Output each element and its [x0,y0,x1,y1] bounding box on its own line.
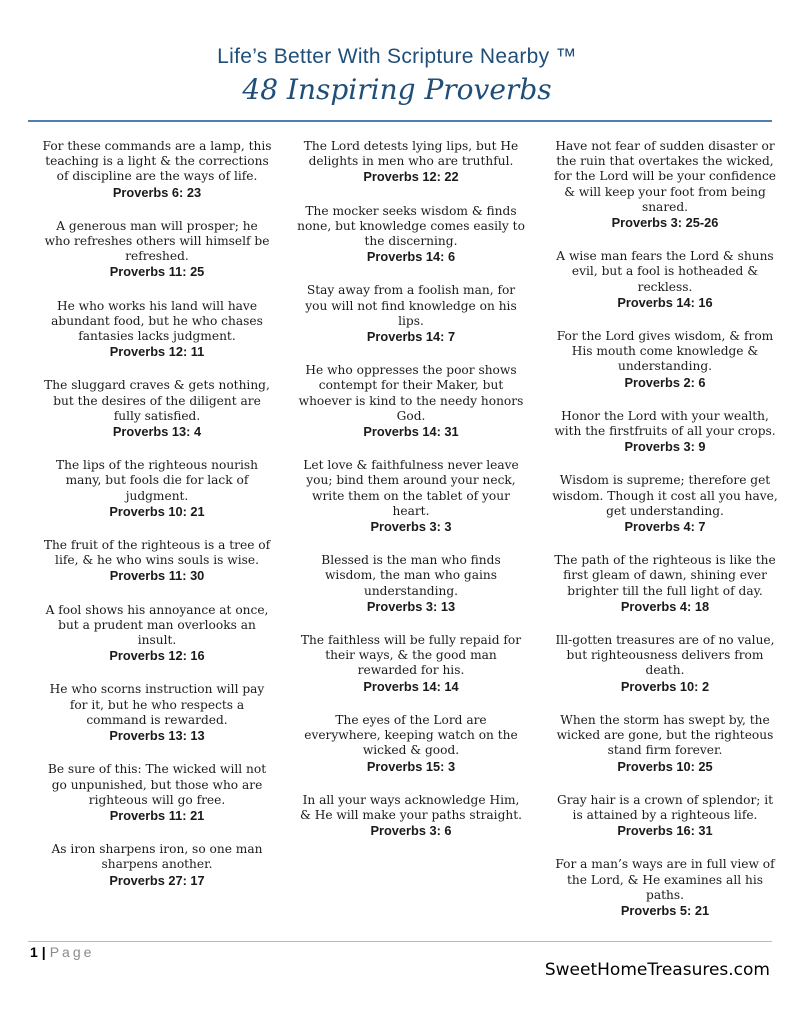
proverb-reference: Proverbs 6: 23 [112,184,202,200]
proverb-reference: Proverbs 3: 13 [366,598,456,614]
proverb-entry [42,299,272,360]
proverb-reference: Proverbs 13: 4 [112,424,202,440]
proverb-reference: Proverbs 27: 17 [109,872,205,888]
proverb-text: Let love & faithfulness never leave you; bind them around your neck, write them on the tablet of your heart. [303,458,519,518]
page-header [0,44,794,108]
proverb-text: The eyes of the Lord are everywhere, keeping watch on the wicked & good. [304,712,518,758]
proverb-text: The faithless will be fully repaid for their ways, & the good man rewarded for his. [300,633,522,678]
proverb-text: The lips of the righteous nourish many, but fools die for lack of judgment. [55,458,258,503]
proverb-entry [42,458,272,519]
proverb-entry [296,553,526,614]
proverb-reference: Proverbs 14: 14 [363,678,459,694]
proverb-reference: Proverbs 3: 3 [370,519,452,535]
proverb-entry [42,762,272,823]
proverb-reference: Proverbs 11: 30 [109,568,205,584]
proverb-text: A fool shows his annoyance at once, but a prudent man overlooks an insult. [45,602,269,648]
proverb-entry [296,139,526,185]
page-label: Page [49,944,95,960]
proverb-text: Gray hair is a crown of splendor; it is attained by a righteous life. [556,792,774,822]
header-divider [28,120,772,122]
proverb-text: The mocker seeks wisdom & finds none, but knowledge comes easily to the discerning. [297,203,525,249]
proverb-reference: Proverbs 14: 6 [366,249,456,265]
proverb-entry [550,139,780,230]
proverb-entry [296,283,526,344]
proverb-entry [550,249,780,310]
proverb-text: The sluggard craves & gets nothing, but the desires of the diligent are fully satisfied. [44,378,270,423]
page-number [30,944,94,960]
proverb-text: For these commands are a lamp, this teaching is a light & the corrections of discipline are the ways of life. [42,139,272,184]
tagline: Life’s Better With Scripture Nearby ™ [217,45,577,68]
proverb-entry [550,857,780,918]
proverb-entry [296,363,526,439]
proverb-entry [550,553,780,614]
proverb-entry [550,793,780,839]
proverb-reference: Proverbs 14: 31 [363,424,459,440]
proverb-reference: Proverbs 3: 25-26 [611,215,719,231]
proverb-reference: Proverbs 12: 11 [109,344,205,360]
proverb-text: Blessed is the man who finds wisdom, the man who gains understanding. [321,553,501,598]
proverbs-column-1 [42,139,272,907]
proverb-entry [296,458,526,534]
proverb-entry [42,682,272,743]
proverb-entry [42,139,272,200]
proverb-text: Have not fear of sudden disaster or the ruin that overtakes the wicked, for the Lord will be your confidence & will keep your foot from being snared. [553,139,777,214]
proverb-text: The path of the righteous is like the first gleam of dawn, shining ever brighter till the full light of day. [554,553,776,598]
proverb-text: For the Lord gives wisdom, & from His mouth come knowledge & understanding. [556,329,774,374]
proverb-reference: Proverbs 10: 2 [620,678,710,694]
proverb-entry [550,409,780,455]
proverb-reference: Proverbs 16: 31 [617,823,713,839]
proverb-text: The fruit of the righteous is a tree of life, & he who wins souls is wise. [43,538,271,568]
proverb-text: Wisdom is supreme; therefore get wisdom. Though it cost all you have, get understanding. [552,473,778,518]
proverb-reference: Proverbs 15: 3 [366,758,456,774]
proverb-reference: Proverbs 11: 25 [109,264,205,280]
proverb-entry [42,842,272,888]
proverb-entry [550,473,780,534]
proverb-entry [296,633,526,694]
proverb-text: As iron sharpens iron, so one man sharpens another. [51,842,263,872]
proverb-entry [550,713,780,774]
page-number-separator: | [41,944,46,960]
site-url: SweetHomeTreasures.com [544,960,770,980]
proverb-entry [42,378,272,439]
proverb-text: Honor the Lord with your wealth, with the firstfruits of all your crops. [554,408,776,439]
proverb-reference: Proverbs 14: 16 [617,294,713,310]
proverb-reference: Proverbs 10: 25 [617,758,713,774]
proverb-reference: Proverbs 2: 6 [624,374,706,390]
footer-divider [28,941,772,942]
proverb-reference: Proverbs 4: 7 [624,519,706,535]
proverbs-column-3 [550,139,780,937]
proverb-entry [296,793,526,839]
proverb-entry [296,713,526,774]
proverb-text: When the storm has swept by, the wicked are gone, but the righteous stand firm forever. [556,712,774,758]
proverb-text: In all your ways acknowledge Him, & He will make your paths straight. [299,792,522,822]
proverb-reference: Proverbs 10: 21 [109,503,205,519]
proverb-reference: Proverbs 3: 6 [370,823,452,839]
proverb-reference: Proverbs 13: 13 [109,728,205,744]
proverb-reference: Proverbs 4: 18 [620,598,710,614]
proverb-reference: Proverbs 5: 21 [620,902,710,918]
proverb-text: For a man’s ways are in full view of the Lord, & He examines all his paths. [555,857,775,902]
proverb-reference: Proverbs 3: 9 [624,439,706,455]
proverb-reference: Proverbs 14: 7 [366,329,456,345]
page-number-value: 1 [30,944,38,960]
proverb-text: A wise man fears the Lord & shuns evil, but a fool is hotheaded & reckless. [556,249,774,294]
proverb-entry [550,329,780,390]
proverb-text: He who scorns instruction will pay for it, but he who respects a command is rewarded. [49,682,265,727]
proverb-entry [42,538,272,584]
proverb-text: Ill-gotten treasures are of no value, but righteousness delivers from death. [555,633,775,678]
proverb-text: A generous man will prosper; he who refreshes others will himself be refreshed. [44,218,270,264]
proverb-reference: Proverbs 12: 22 [363,169,459,185]
proverb-text: The Lord detests lying lips, but He delights in men who are truthful. [303,139,519,169]
proverb-text: Stay away from a foolish man, for you will not find knowledge on his lips. [305,283,517,328]
proverb-entry [42,219,272,280]
proverb-entry [42,603,272,664]
page-title: 48 Inspiring Proverbs [242,73,552,106]
proverb-entry [550,633,780,694]
proverb-reference: Proverbs 11: 21 [109,807,205,823]
proverbs-column-2 [296,139,526,857]
proverb-text: Be sure of this: The wicked will not go unpunished, but those who are righteous will go free. [47,762,267,807]
proverb-entry [296,204,526,265]
proverb-reference: Proverbs 12: 16 [109,648,205,664]
proverb-text: He who works his land will have abundant food, but he who chases fantasies lacks judgment. [51,298,263,344]
proverb-text: He who oppresses the poor shows contempt for their Maker, but whoever is kind to the needy honors God. [298,363,524,423]
